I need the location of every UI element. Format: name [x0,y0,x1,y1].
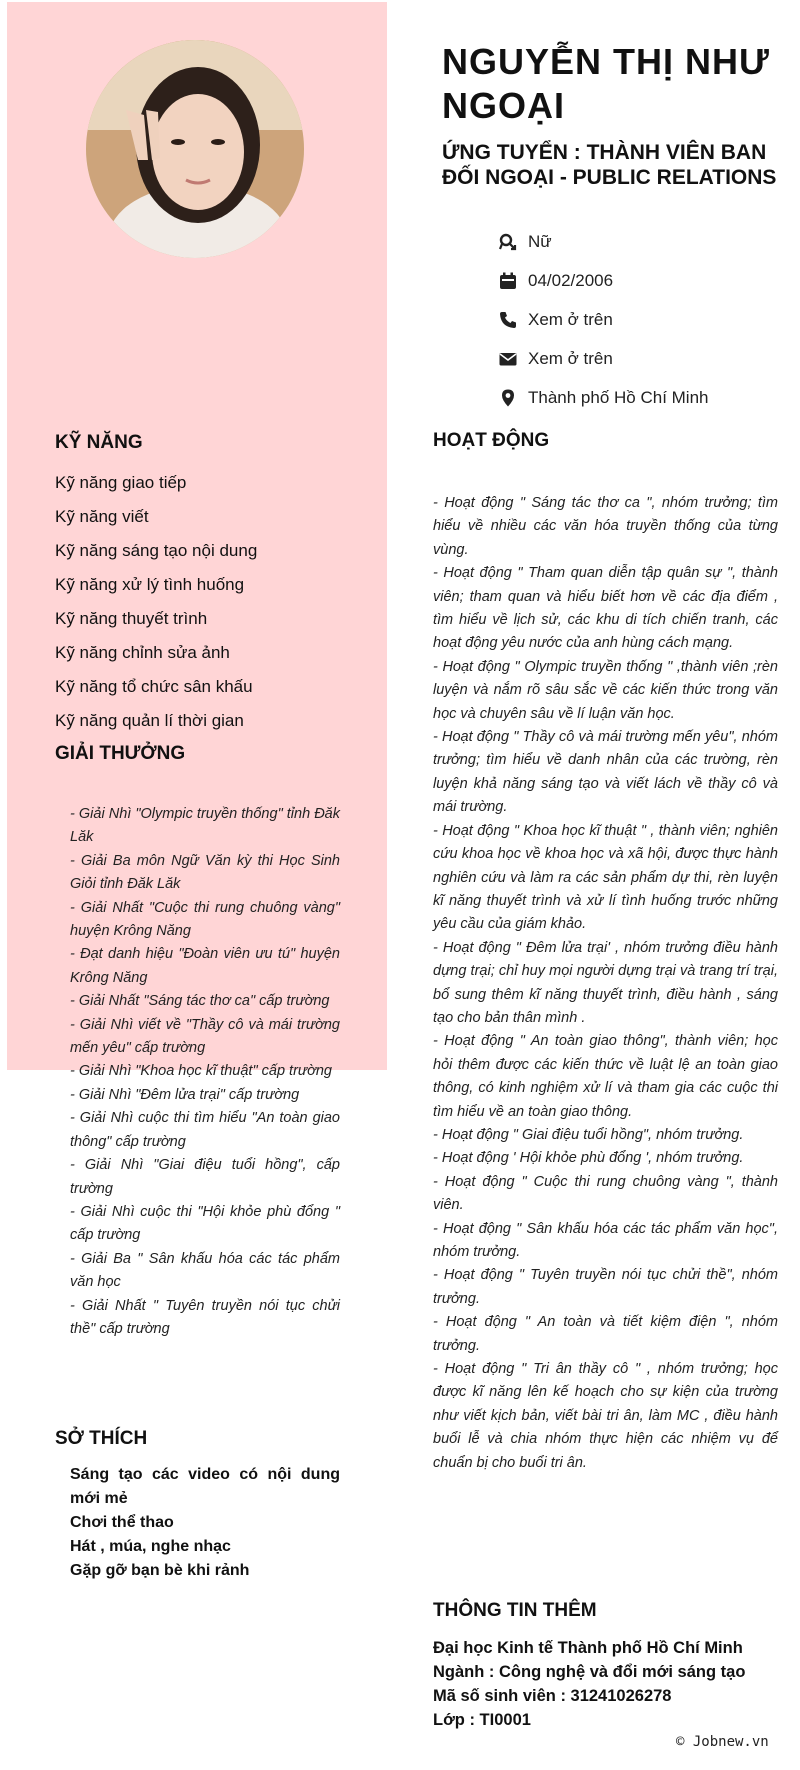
activity-item: - Hoạt động " Thầy cô và mái trường mến yêu", nhóm trưởng; tìm hiểu về danh nhân của các trường, rèn luyện khả năng sáng tạo và viết lách về thầy cô và mái trường. [433,729,778,816]
profile-photo [86,40,304,258]
contact-birthday-text: 04/02/2006 [528,270,614,290]
skills-title: KỸ NĂNG [55,432,143,453]
activity-item: - Hoạt động " Tri ân thầy cô " , nhóm trưởng; học được kĩ năng lên kế hoạch cho sự kiện của trường như viết kịch bản, viết bài tri ân, làm MC , điều hành buổi lễ và chia nhóm thực hiện các nhiệm vụ để chuẩn bị cho buổi tri ân. [433,1361,778,1471]
skill-item: Kỹ năng sáng tạo nội dung [55,541,258,560]
activity-item: - Hoạt động " Sân khấu hóa các tác phẩm văn học", nhóm trưởng. [433,1220,778,1260]
extra-info-item: Đại học Kinh tế Thành phố Hồ Chí Minh [433,1639,743,1657]
award-item: - Giải Nhất " Tuyên truyền nói tục chửi thề" cấp trường [70,1297,340,1337]
skill-item: Kỹ năng thuyết trình [55,609,208,628]
candidate-name: NGUYỄN THỊ NHƯ NGOẠI [442,41,770,126]
award-item: - Đạt danh hiệu "Đoàn viên ưu tú" huyện Krông Năng [70,946,340,986]
awards-list [70,803,340,1341]
award-item: - Giải Nhì "Khoa học kĩ thuật" cấp trường [70,1063,332,1080]
activity-item: - Hoạt động " Cuộc thi rung chuông vàng ", thành viên. [433,1173,778,1214]
contact-gender [498,222,709,261]
activities-list [433,492,778,1475]
applied-position: ỨNG TUYỂN : THÀNH VIÊN BAN ĐỐI NGOẠI - PUBLIC RELATIONS [442,141,777,189]
hobby-item: Chơi thể thao [70,1514,174,1531]
award-item: - Giải Nhì "Giai điệu tuổi hồng", cấp trường [70,1157,340,1197]
award-item: - Giải Ba " Sân khấu hóa các tác phẩm văn học [70,1250,340,1291]
mail-icon [498,349,518,369]
award-item: - Giải Nhì viết về "Thầy cô và mái trường mến yêu" cấp trường [70,1016,340,1057]
skill-item: Kỹ năng xử lý tình huống [55,575,245,594]
activity-item: - Hoạt động " An toàn giao thông", thành viên; học hỏi thêm được các kiến thức về luật lệ an toàn giao thông, có kinh nghiệm xử lí và tham gia các cuộc thi tìm hiểu về an toàn giao thông. [433,1033,778,1120]
contact-gender-text: Nữ [528,231,552,251]
phone-icon [498,310,518,330]
hobby-item: Sáng tạo các video có nội dung mới mẻ [70,1466,340,1507]
award-item: - Giải Nhất "Sáng tác thơ ca" cấp trường [70,993,330,1010]
hobby-item: Gặp gỡ bạn bè khi rảnh [70,1562,250,1579]
hobby-item: Hát , múa, nghe nhạc [70,1538,231,1555]
location-pin-icon [498,388,518,408]
award-item: - Giải Nhì "Đêm lửa trại" cấp trường [70,1086,300,1103]
footer-watermark: © Jobnew.vn [676,1734,769,1750]
activity-item: - Hoạt động " Tham quan diễn tập quân sự ", thành viên; tham quan và hiểu biết hơn về các địa điểm , tìm hiểu về lịch sử, các khu di tích chiến tranh, các hoạt động yêu nước của anh hùng cách mạng. [433,565,778,652]
award-item: - Giải Nhì cuộc thi tìm hiểu "An toàn giao thông" cấp trường [70,1110,340,1150]
awards-title: GIẢI THƯỞNG [55,743,186,764]
contact-phone-text: Xem ở trên [528,309,613,329]
extra-info-item: Ngành : Công nghệ và đổi mới sáng tạo [433,1663,746,1681]
contact-location [498,378,709,417]
skill-item: Kỹ năng viết [55,507,149,526]
contact-birthday [498,261,709,300]
activity-item: - Hoạt động " Olympic truyền thống " ,thành viên ;rèn luyện và nắm rõ sâu sắc về các kiến thức trong văn học và chuyên sâu về lí luận văn học. [433,658,778,722]
activities-title: HOẠT ĐỘNG [433,430,550,451]
portrait-illustration [86,40,304,258]
extra-info-list [433,1636,745,1732]
calendar-icon [498,271,518,291]
skill-item: Kỹ năng giao tiếp [55,473,187,492]
activity-item: - Hoạt động " Tuyên truyền nói tục chửi thề", nhóm trưởng. [433,1267,778,1307]
award-item: - Giải Nhì cuộc thi "Hội khỏe phù đổng " cấp trường [70,1203,340,1244]
activity-item: - Hoạt động " Đêm lửa trại' , nhóm trưởng điều hành dựng trại; chỉ huy mọi người dựng trại và trang trí trại, bổ sung thêm kĩ năng thuyết trình, điều hành , sáng tạo cho bản thân mình . [433,939,778,1026]
award-item: - Giải Nhất "Cuộc thi rung chuông vàng" huyện Krông Năng [70,899,340,940]
skills-list [55,466,257,738]
contact-list [498,222,709,417]
skill-item: Kỹ năng chỉnh sửa ảnh [55,643,230,662]
activity-item: - Hoạt động " Giai điệu tuổi hồng", nhóm trưởng. [433,1126,744,1143]
skill-item: Kỹ năng quản lí thời gian [55,711,244,730]
contact-phone [498,300,709,339]
contact-email [498,339,709,378]
contact-email-text: Xem ở trên [528,348,613,368]
extra-info-title: THÔNG TIN THÊM [433,1600,597,1621]
activity-item: - Hoạt động " Sáng tác thơ ca ", nhóm trưởng; tìm hiểu về nhiều các văn hóa truyền thống của từng vùng. [433,495,778,558]
activity-item: - Hoạt động " An toàn và tiết kiệm điện ", nhóm trưởng. [433,1314,778,1354]
award-item: - Giải Nhì "Olympic truyền thống" tỉnh Đăk Lăk [70,806,340,846]
hobbies-list [70,1463,340,1583]
award-item: - Giải Ba môn Ngữ Văn kỳ thi Học Sinh Giỏi tỉnh Đăk Lăk [70,852,340,893]
extra-info-item: Lớp : TI0001 [433,1711,531,1729]
hobbies-title: SỞ THÍCH [55,1428,148,1449]
skill-item: Kỹ năng tổ chức sân khấu [55,677,253,696]
activity-item: - Hoạt động ' Hội khỏe phù đổng ', nhóm trưởng. [433,1150,744,1167]
extra-info-item: Mã số sinh viên : 31241026278 [433,1687,672,1705]
contact-location-text: Thành phố Hồ Chí Minh [528,387,709,407]
gender-icon [498,232,518,252]
activity-item: - Hoạt động " Khoa học kĩ thuật " , thành viên; nghiên cứu khoa học về khoa học và xã hội, được thực hành nghiên cứu và làm ra các sản phẩm dự thi, rèn luyện kĩ năng thuyết trình và xử lí tình huống trước những yêu cầu của giám khảo. [433,822,778,933]
